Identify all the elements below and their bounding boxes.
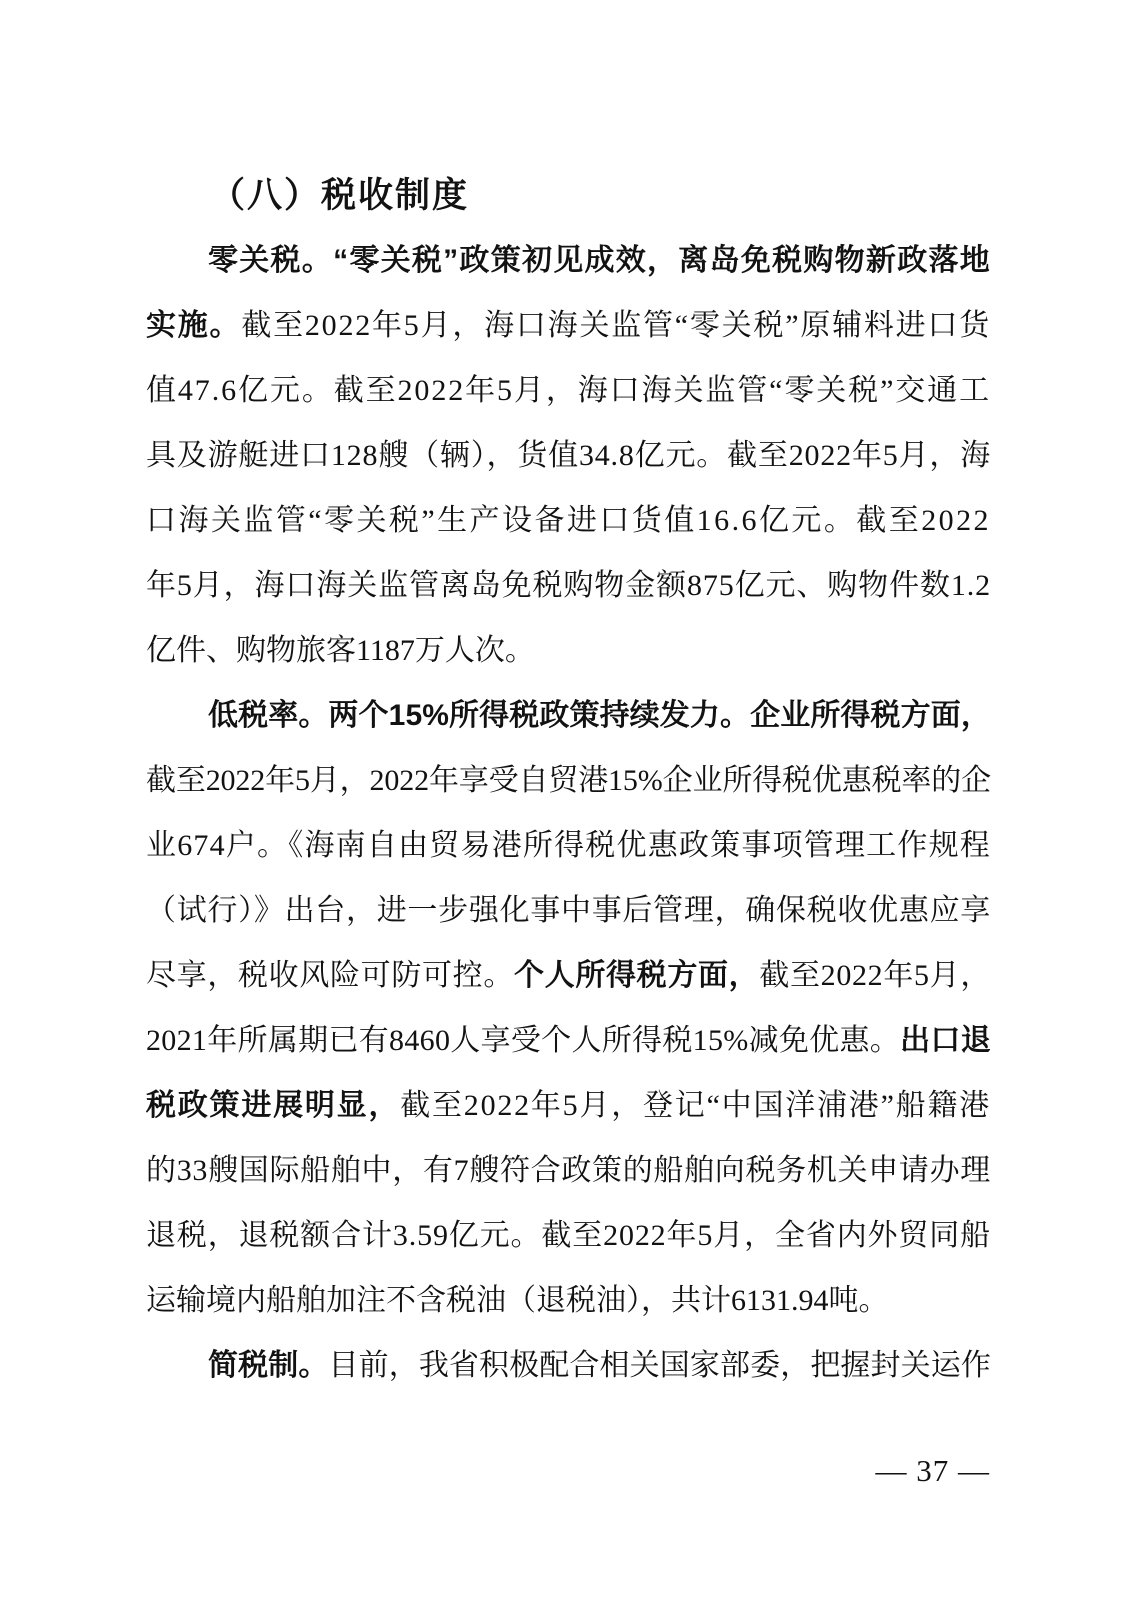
text-segment: 具及游艇进口128艘（辆），货值34.8亿元。截至2022年5月，海 — [146, 439, 991, 472]
text-line — [146, 878, 991, 943]
text-line — [146, 683, 991, 748]
text-line — [146, 1138, 991, 1203]
text-segment: 年5月，海口海关监管离岛免税购物金额875亿元、购物件数1.2 — [146, 569, 991, 602]
text-line — [146, 1268, 991, 1333]
text-line — [146, 1333, 991, 1398]
text-segment: 的33艘国际船舶中，有7艘符合政策的船舶向税务机关申请办理 — [146, 1154, 991, 1187]
text-segment: 截至2022年5月，2022年享受自贸港15%企业所得税优惠税率的企 — [146, 764, 991, 797]
text-segment: 2021年所属期已有8460人享受个人所得税15%减免优惠。 — [146, 1024, 901, 1057]
text-segment: 截至2022年5月， — [759, 959, 992, 992]
text-segment: 运输境内船舶加注不含税油（退税油），共计6131.94吨。 — [146, 1284, 889, 1317]
text-segment: 值47.6亿元。截至2022年5月，海口海关监管“零关税”交通工 — [146, 374, 991, 407]
text-segment: （试行）》出台，进一步强化事中事后管理，确保税收优惠应享 — [146, 894, 991, 927]
text-segment: 尽享，税收风险可防可控。 — [146, 959, 514, 992]
text-line — [146, 1203, 991, 1268]
text-segment: 截至2022年5月，海口海关监管“零关税”原辅料进口货 — [241, 309, 991, 342]
bold-text-segment: 低税率。两个15%所得税政策持续发力。企业所得税方面， — [208, 699, 991, 732]
bold-text-segment: 简税制。 — [208, 1349, 329, 1382]
text-line — [146, 488, 991, 553]
text-line — [146, 1008, 991, 1073]
bold-text-segment: 零关税。“零关税”政策初见成效，离岛免税购物新政落地 — [208, 244, 991, 277]
text-line — [146, 748, 991, 813]
text-line — [146, 1073, 991, 1138]
bold-text-segment: 实施。 — [146, 309, 242, 342]
bold-text-segment: 个人所得税方面， — [514, 959, 760, 992]
text-segment: 目前，我省积极配合相关国家部委，把握封关运作 — [328, 1349, 992, 1382]
text-line — [146, 618, 991, 683]
text-line — [146, 553, 991, 618]
paragraph-lines — [146, 228, 991, 1398]
text-line — [146, 293, 991, 358]
text-line — [146, 423, 991, 488]
bold-text-segment: 税政策进展明显， — [146, 1089, 401, 1122]
text-line — [146, 228, 991, 293]
text-line — [146, 358, 991, 423]
document-body — [146, 163, 991, 1398]
page-number: — 37 — — [875, 1453, 990, 1488]
text-segment: 截至2022年5月，登记“中国洋浦港”船籍港 — [400, 1089, 991, 1122]
text-line — [146, 943, 991, 1008]
section-heading: （八）税收制度 — [210, 176, 470, 215]
text-line — [146, 813, 991, 878]
text-segment: 退税，退税额合计3.59亿元。截至2022年5月，全省内外贸同船 — [146, 1219, 991, 1252]
text-segment: 业674户。《海南自由贸易港所得税优惠政策事项管理工作规程 — [146, 829, 991, 862]
text-segment: 亿件、购物旅客1187万人次。 — [146, 634, 535, 667]
text-segment: 口海关监管“零关税”生产设备进口货值16.6亿元。截至2022 — [146, 504, 991, 537]
bold-text-segment: 出口退 — [900, 1024, 992, 1057]
